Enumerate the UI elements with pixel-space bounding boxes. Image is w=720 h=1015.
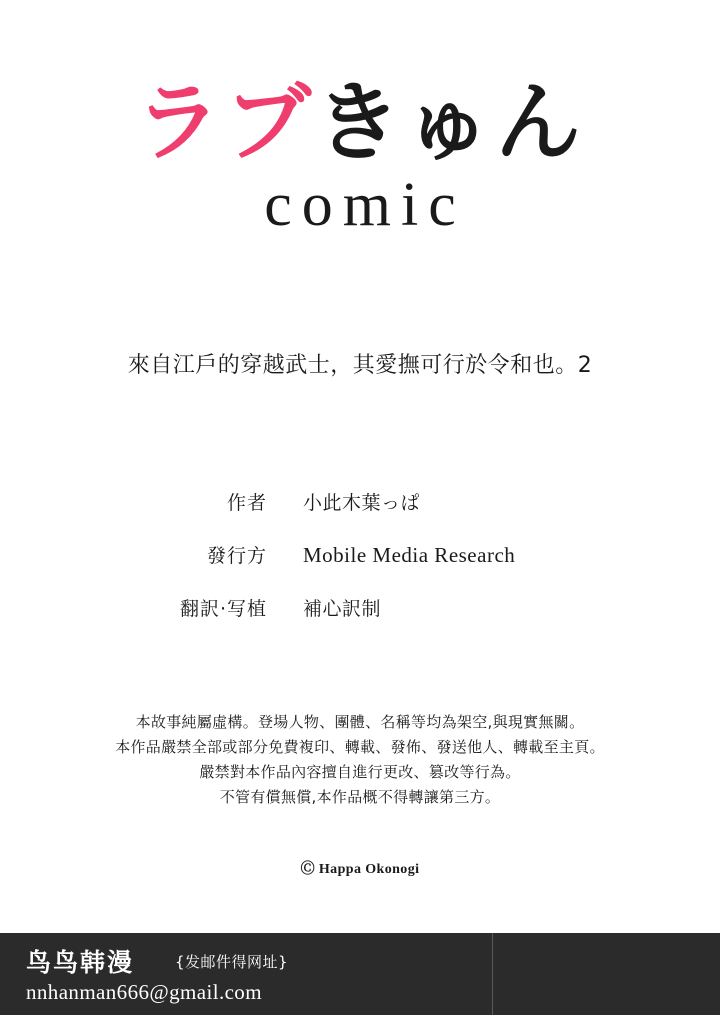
logo-japanese-text [0, 73, 720, 173]
footer-tagline: {发邮件得网址} [175, 953, 289, 971]
footer-brand-name: 鸟鸟韩漫 [26, 948, 135, 977]
credit-value: 小此木葉っぱ [303, 492, 421, 514]
notice-line: 不管有償無償,本作品概不得轉讓第三方。 [219, 788, 501, 806]
credit-label: 發行方 [206, 545, 267, 567]
logo-latin-text: comic [264, 171, 466, 240]
footer-banner [0, 933, 720, 1015]
logo-jp-part2: きゅん [315, 73, 585, 173]
page-title: 來自江戶的穿越武士，其愛撫可行於令和也。2 [127, 353, 593, 378]
copyright-line: Ⓒ Happa Okonogi [300, 862, 420, 877]
credit-row [0, 594, 720, 621]
footer-contact-email: nnhanman666@gmail.com [26, 980, 262, 1004]
credits-list [0, 488, 720, 647]
credit-label: 翻訳·写植 [179, 598, 267, 620]
notice-line: 嚴禁對本作品內容擅自進行更改、篡改等行為。 [199, 763, 521, 781]
credit-row [0, 488, 720, 515]
credit-value: Mobile Media Research [303, 543, 516, 567]
logo-jp-part1: ラブ [135, 73, 315, 173]
notice-line: 本故事純屬虛構。登場人物、團體、名稱等均為架空,與現實無關。 [135, 713, 585, 731]
credit-row [0, 541, 720, 568]
publication-logo [0, 73, 720, 241]
notice-line: 本作品嚴禁全部或部分免費複印、轉載、發佈、發送他人、轉載至主頁。 [115, 738, 605, 756]
footer-divider [492, 933, 493, 1015]
legal-notice [0, 710, 720, 810]
credit-value: 補心訳制 [303, 598, 382, 620]
credit-label: 作者 [226, 492, 267, 514]
footer-inner [0, 933, 720, 1015]
